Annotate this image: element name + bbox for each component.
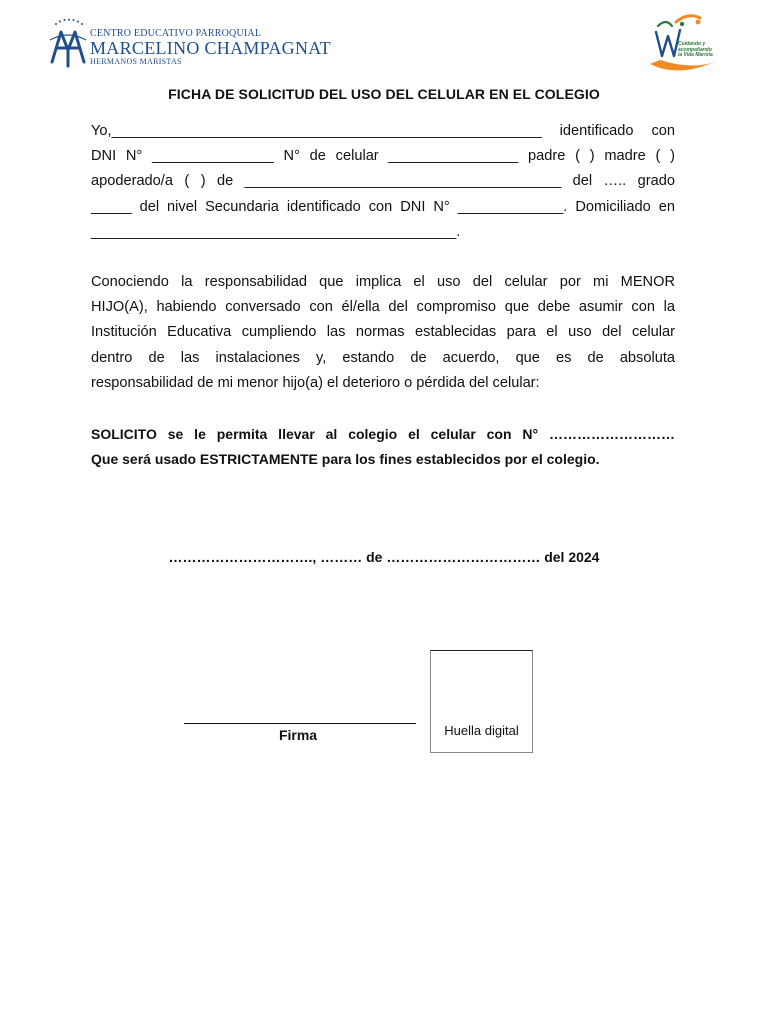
applicant-data-paragraph <box>91 119 675 245</box>
date-line: …………………………., ……… de …………………………… del 2024 <box>168 549 600 565</box>
fingerprint-box <box>430 650 533 753</box>
paragraph-line: Conociendo la responsabilidad que implica el uso del celular por mi MENOR <box>91 274 675 290</box>
logo-line-2: MARCELINO CHAMPAGNAT <box>90 38 331 58</box>
paragraph-line: apoderado/a ( ) de _______________________________________ del ….. grado <box>91 173 675 190</box>
logo-right-line-1: Cuidando y <box>678 41 706 47</box>
paragraph-line: dentro de las instalaciones y, estando de acuerdo, que es de absoluta <box>91 349 675 366</box>
logo-line-3: HERMANOS MARISTAS <box>90 57 182 66</box>
logo-right-line-2: acompañando <box>678 46 712 53</box>
paragraph-line: Institución Educativa cumpliendo las normas establecidas para el uso del celular <box>91 324 675 341</box>
document-title: FICHA DE SOLICITUD DEL USO DEL CELULAR EN EL COLEGIO <box>168 86 600 102</box>
paragraph-line: responsabilidad de mi menor hijo(a) el deterioro o pérdida del celular: <box>91 374 540 391</box>
marist-emblem-icon <box>48 18 88 70</box>
logo-right-line-3: la Vida Marista <box>678 52 713 58</box>
paragraph-line: Yo,_____________________________________________________ identificado con <box>91 123 675 139</box>
responsibility-paragraph <box>91 270 675 396</box>
fingerprint-label: Huella digital <box>444 723 519 738</box>
vida-marista-logo <box>648 12 728 78</box>
signature-label: Firma <box>278 727 318 743</box>
signature-line <box>184 723 416 724</box>
paragraph-line: _____________________________________________. <box>91 223 461 240</box>
paragraph-line: HIJO(A), habiendo conversado con él/ella del compromiso que debe asumir con la <box>91 299 675 316</box>
logo-line-1: CENTRO EDUCATIVO PARROQUIAL <box>90 28 262 39</box>
paragraph-line: Que será usado ESTRICTAMENTE para los fines establecidos por el colegio. <box>91 451 600 468</box>
paragraph-line: DNI N° _______________ N° de celular ________________ padre ( ) madre ( ) <box>91 148 675 165</box>
request-paragraph <box>91 422 675 472</box>
school-logo <box>48 18 338 70</box>
paragraph-line: _____ del nivel Secundaria identificado con DNI N° _____________. Domiciliado en <box>91 198 675 215</box>
paragraph-line: SOLICITO se le permita llevar al colegio el celular con N° ……………………… <box>91 426 675 442</box>
